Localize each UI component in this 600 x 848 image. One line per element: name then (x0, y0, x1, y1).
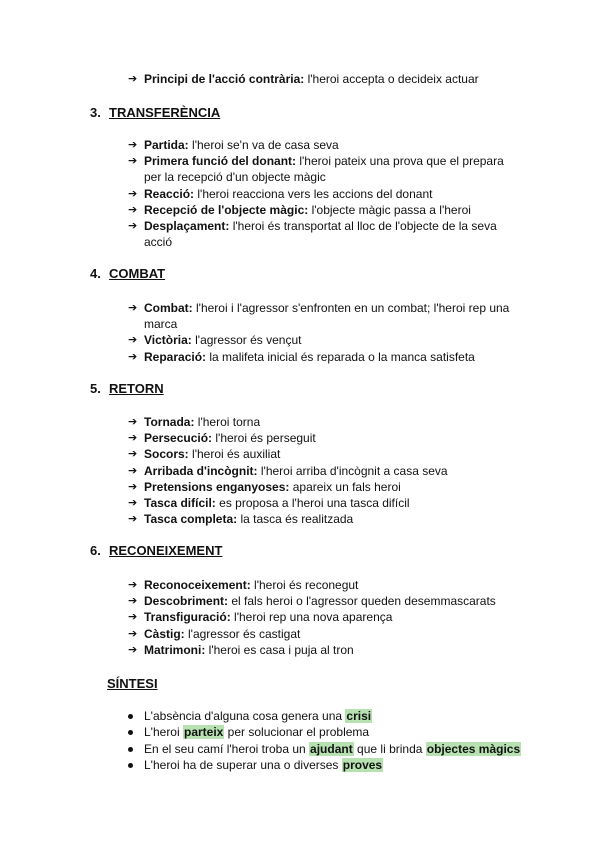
top-list (128, 71, 523, 87)
item-desc: l'heroi i l'agressor s'enfronten en un combat; l'heroi rep una marca (144, 301, 510, 332)
arrow-icon: ➔ (128, 333, 138, 347)
arrow-icon: ➔ (128, 349, 138, 363)
item-desc: l'heroi és reconegut (250, 578, 359, 592)
item-desc: l'heroi se'n va de casa seva (188, 138, 339, 152)
arrow-icon: ➔ (128, 138, 138, 151)
arrow-icon: ➔ (128, 642, 138, 656)
item-desc: l'agressor és castigat (184, 626, 301, 641)
item-term: Tasca difícil: (144, 496, 216, 511)
item-desc: l'heroi pateix una prova que el prepara per la recepció d'un objecte màgic (144, 154, 504, 185)
text-middle: que li brinda (353, 741, 426, 756)
highlight: ajudant (310, 741, 353, 756)
arrow-icon: ➔ (128, 447, 138, 461)
list-item (128, 495, 523, 511)
item-desc: el fals heroi o l'agressor queden desemmascarats (228, 594, 496, 609)
arrow-icon: ➔ (128, 154, 138, 168)
item-term: Socors: (144, 447, 189, 462)
arrow-icon: ➔ (128, 479, 138, 493)
item-desc: l'heroi torna (194, 415, 261, 429)
list-item (128, 724, 548, 740)
arrow-icon: ➔ (128, 219, 138, 233)
bullet-icon (128, 763, 133, 768)
arrow-icon: ➔ (128, 512, 138, 526)
item-term: Tornada: (144, 415, 195, 429)
arrow-icon: ➔ (128, 301, 138, 314)
item-term: Desplaçament: (144, 219, 230, 234)
item-desc: l'heroi rep una nova aparença (230, 610, 393, 625)
list-item (128, 593, 523, 609)
item-desc: l'heroi és transportat al lloc de l'objecte de la seva acció (144, 219, 497, 250)
item-term: Arribada d'incògnit: (144, 463, 258, 478)
list-item (128, 71, 523, 87)
list-item (128, 642, 523, 658)
item-desc: l'heroi és auxiliat (188, 447, 281, 462)
list-item (128, 757, 548, 773)
section-list (128, 300, 523, 365)
arrow-icon: ➔ (128, 463, 138, 477)
item-term: Persecució: (144, 431, 213, 446)
section-title: RECONEIXEMENT (109, 543, 223, 558)
arrow-icon: ➔ (128, 626, 138, 640)
item-term: Recepció de l'objecte màgic: (144, 202, 309, 217)
item-desc: l'agressor és vençut (191, 333, 302, 348)
arrow-icon: ➔ (128, 496, 138, 510)
list-item (128, 202, 523, 218)
item-desc: es proposa a l'heroi una tasca difícil (215, 496, 410, 511)
list-item (128, 186, 523, 202)
section-heading (90, 266, 165, 282)
section-list (128, 137, 523, 250)
list-item (128, 463, 523, 479)
item-term: Tasca completa: (144, 512, 238, 527)
text-before: L'heroi ha de superar una o diverses (144, 758, 342, 773)
highlight: parteix (183, 725, 224, 740)
highlight: crisi (346, 709, 372, 723)
arrow-icon: ➔ (128, 186, 138, 200)
arrow-icon: ➔ (128, 431, 138, 445)
text-before: L'heroi (144, 725, 183, 740)
item-term: Victòria: (144, 333, 192, 348)
arrow-icon: ➔ (128, 415, 138, 428)
arrow-icon: ➔ (128, 202, 138, 216)
section-list (128, 414, 523, 527)
list-item (128, 479, 523, 495)
list-item (128, 300, 523, 332)
list-item (128, 626, 523, 642)
item-desc: l'objecte màgic passa a l'heroi (308, 202, 471, 217)
list-item (128, 414, 523, 430)
arrow-icon: ➔ (128, 72, 138, 85)
section-heading (90, 543, 222, 559)
item-desc: apareix un fals heroi (289, 479, 401, 494)
section-title: TRANSFERÈNCIA (109, 105, 221, 120)
highlight: objectes màgics (426, 741, 521, 756)
synthesis-title: SÍNTESI (107, 676, 158, 691)
arrow-icon: ➔ (128, 578, 138, 591)
section-number: 4. (90, 266, 101, 281)
list-item (128, 153, 523, 185)
section-title: RETORN (109, 381, 164, 396)
list-item (128, 218, 523, 250)
text-middle: per solucionar el problema (224, 725, 370, 740)
item-desc: l'heroi arriba d'incògnit a casa seva (257, 463, 448, 478)
list-item (128, 741, 548, 757)
item-term: Combat: (144, 301, 193, 315)
bullet-icon (128, 714, 133, 719)
item-term: Partida: (144, 138, 189, 152)
item-term: Pretensions enganyoses: (144, 479, 290, 494)
item-term: Principi de l'acció contrària: (144, 72, 305, 86)
list-item (128, 446, 523, 462)
arrow-icon: ➔ (128, 610, 138, 624)
item-desc: la malifeta inicial és reparada o la manca satisfeta (206, 349, 475, 364)
text-before: En el seu camí l'heroi troba un (144, 741, 310, 756)
item-desc: l'heroi accepta o decideix actuar (304, 72, 479, 86)
section-number: 3. (90, 105, 101, 120)
bullet-icon (128, 730, 133, 735)
list-item (128, 511, 523, 527)
section-list (128, 577, 523, 658)
section-heading (90, 381, 164, 397)
item-term: Reacció: (144, 186, 195, 201)
list-item (128, 332, 523, 348)
section-number: 6. (90, 543, 101, 558)
section-title: COMBAT (109, 266, 166, 281)
item-term: Càstig: (144, 626, 185, 641)
list-item (128, 137, 523, 153)
item-term: Transfiguració: (144, 610, 231, 625)
text-before: L'absència d'alguna cosa genera una (144, 709, 346, 723)
item-term: Descobriment: (144, 594, 229, 609)
list-item (128, 349, 523, 365)
synthesis-list (128, 708, 548, 774)
bullet-icon (128, 747, 133, 752)
item-desc: l'heroi reacciona vers les accions del donant (194, 186, 433, 201)
section-number: 5. (90, 381, 101, 396)
highlight: proves (342, 758, 383, 773)
list-item (128, 708, 548, 724)
section-heading (90, 105, 220, 121)
item-term: Reparació: (144, 349, 207, 364)
arrow-icon: ➔ (128, 594, 138, 608)
list-item (128, 609, 523, 625)
item-desc: l'heroi es casa i puja al tron (205, 642, 354, 657)
item-term: Primera funció del donant: (144, 154, 297, 169)
list-item (128, 577, 523, 593)
item-desc: la tasca és realitzada (237, 512, 354, 527)
list-item (128, 430, 523, 446)
item-term: Matrimoni: (144, 642, 206, 657)
item-term: Reconoceixement: (144, 578, 251, 592)
item-desc: l'heroi és perseguit (212, 431, 316, 446)
